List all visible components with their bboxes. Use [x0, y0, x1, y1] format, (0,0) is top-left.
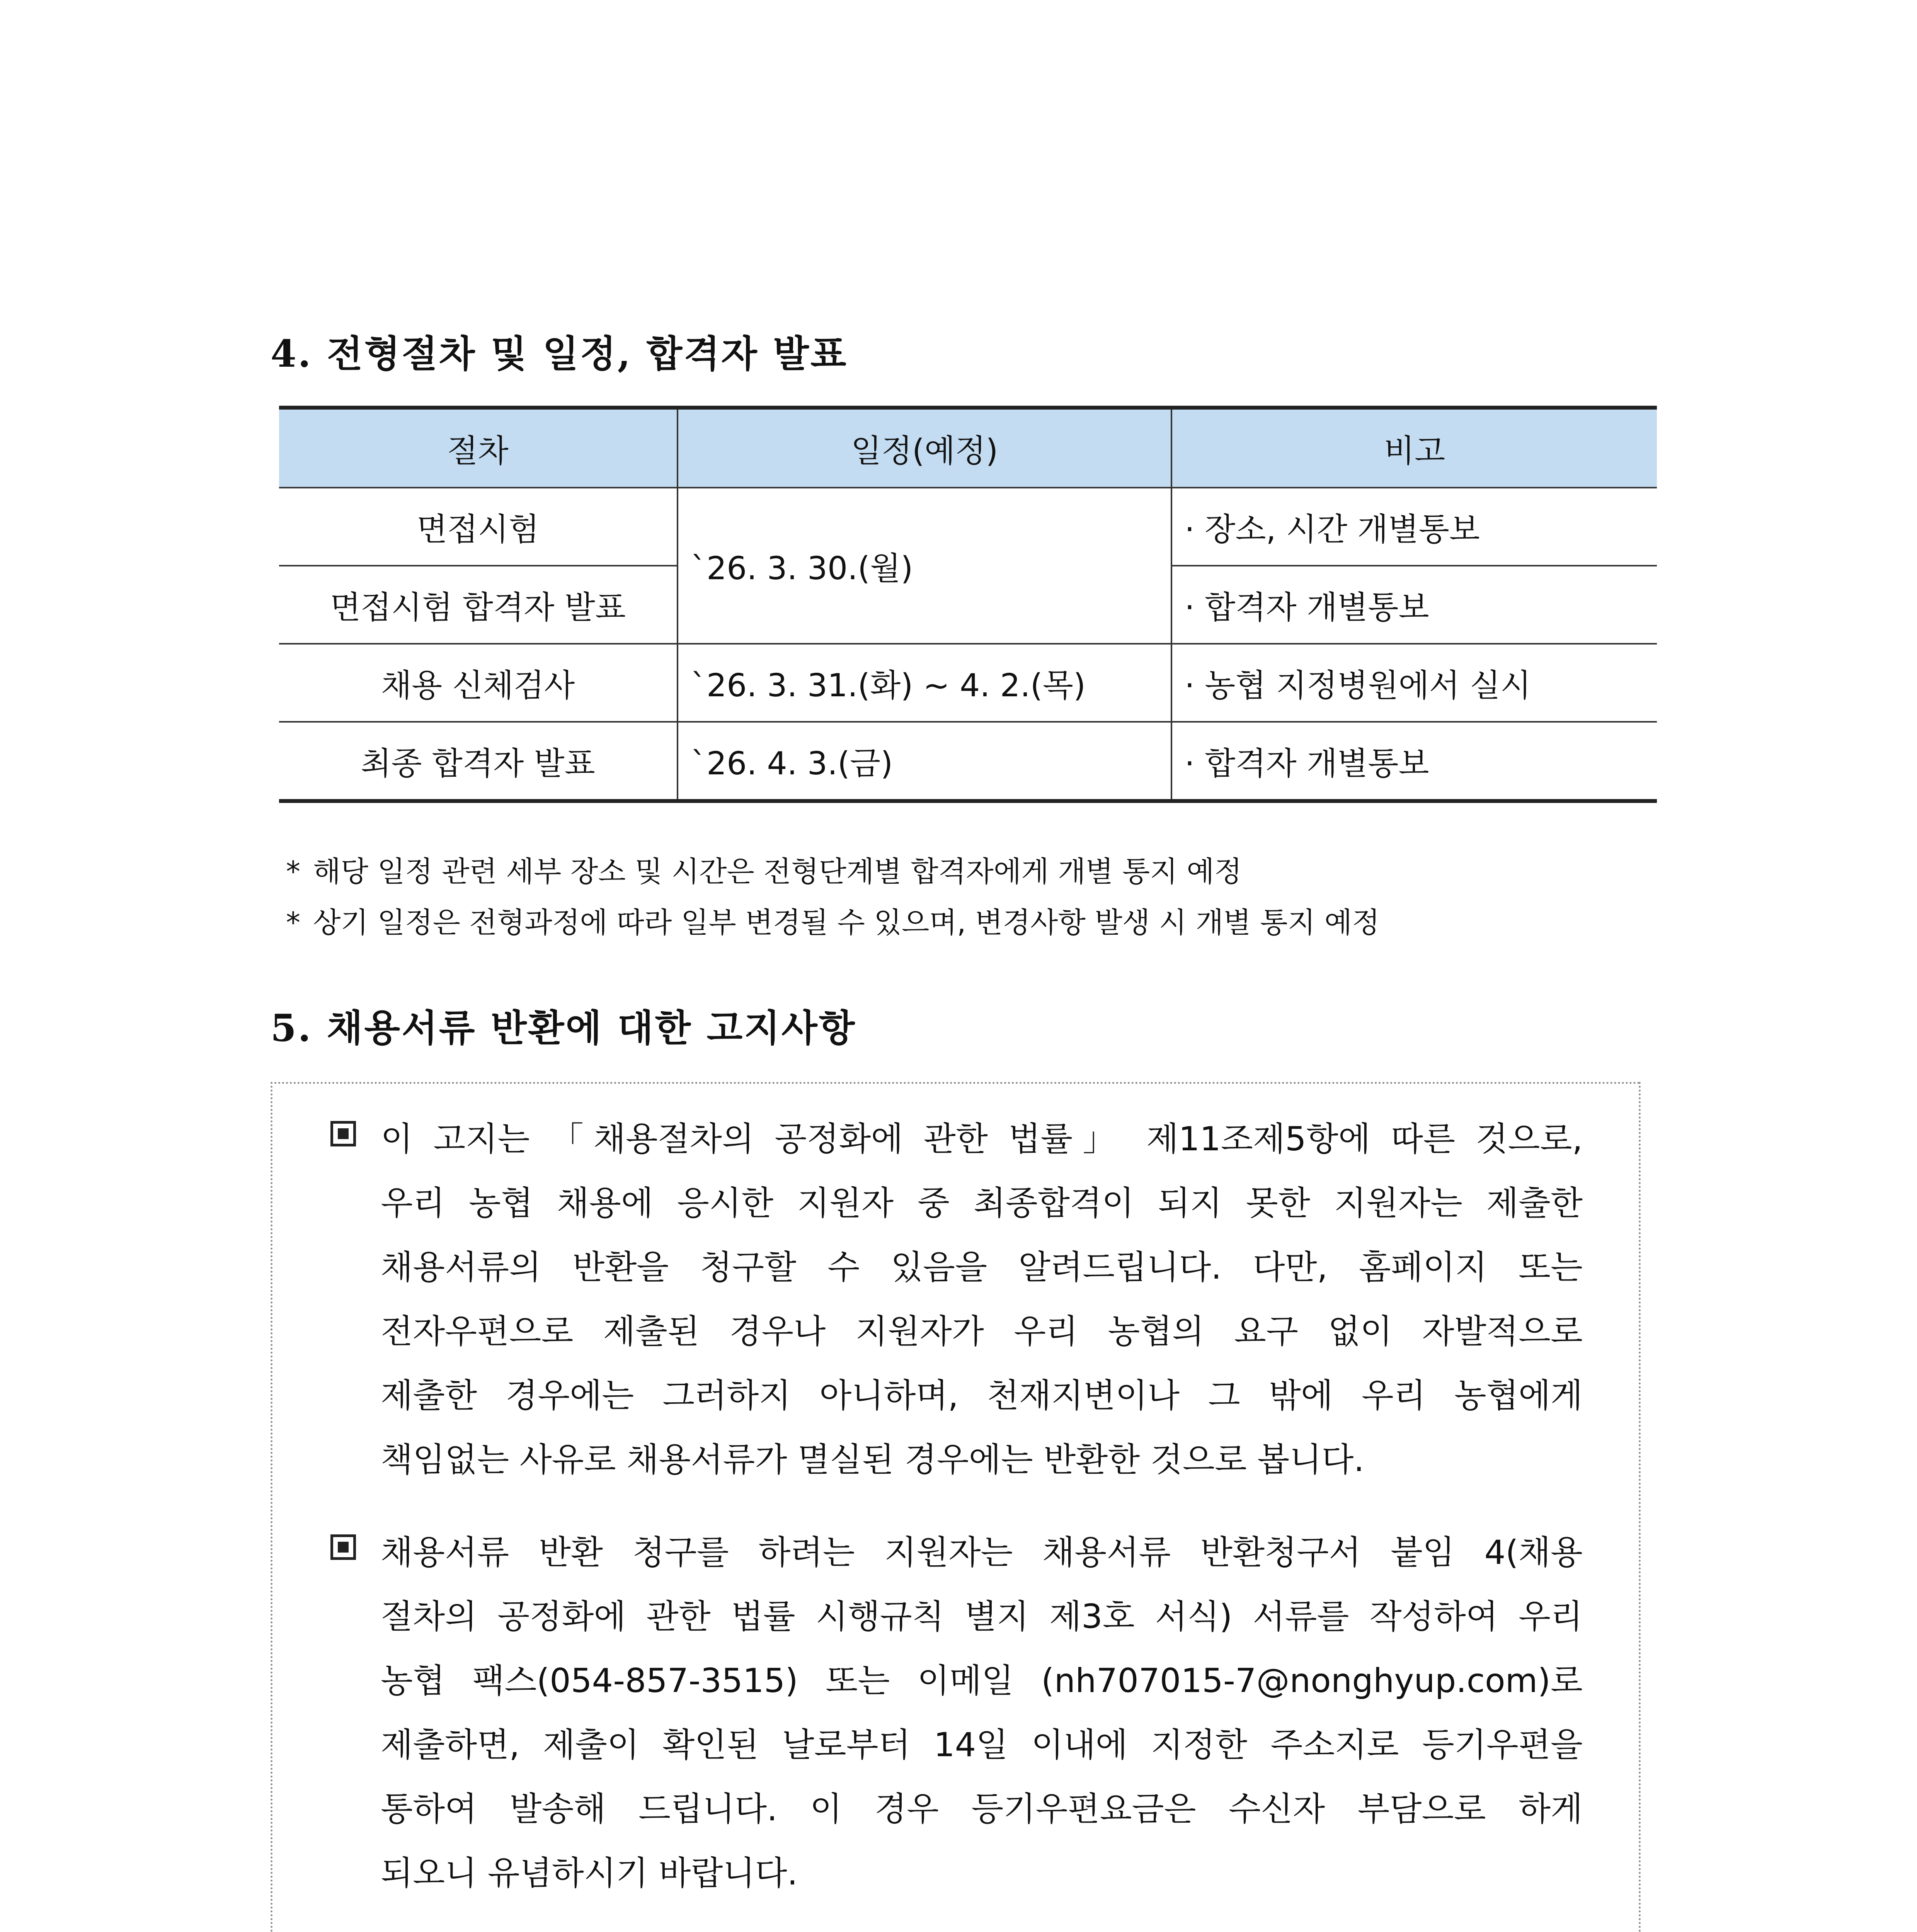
- square-bullet-icon: [330, 1121, 356, 1146]
- note-text: 상기 일정은 전형과정에 따라 일부 변경될 수 있으며, 변경사항 발생 시 개별 통지 예정: [313, 906, 1380, 939]
- paragraph-line: 전자우편으로 제출된 경우나 지원자가 우리 농협의 요구 없이 자발적으로: [381, 1312, 1583, 1351]
- table-header-row: [279, 408, 1657, 488]
- date-cell: `26. 3. 31.(화) ~ 4. 2.(목): [678, 644, 1171, 722]
- note-line: [286, 846, 1380, 897]
- notice-paragraph: [330, 1520, 1583, 1905]
- paragraph-line: 되오니 유념하시기 바랍니다.: [381, 1854, 798, 1893]
- paragraph-line: 채용서류 반환 청구를 하려는 지원자는 채용서류 반환청구서 붙임 4(채용: [381, 1533, 1583, 1572]
- table-row: [279, 644, 1657, 722]
- date-cell: `26. 4. 3.(금): [678, 722, 1171, 801]
- note-line: [286, 897, 1380, 948]
- header-remarks: 비고: [1171, 408, 1657, 488]
- schedule-table: [279, 406, 1657, 803]
- note-cell: · 합격자 개별통보: [1171, 722, 1657, 801]
- paragraph-line: 통하여 발송해 드립니다. 이 경우 등기우편요금은 수신자 부담으로 하게: [381, 1790, 1583, 1828]
- note-text: 해당 일정 관련 세부 장소 및 시간은 전형단계별 합격자에게 개별 통지 예정: [313, 855, 1242, 888]
- header-procedure: 절차: [279, 408, 678, 488]
- table-row: [279, 488, 1657, 566]
- note-cell: · 농협 지정병원에서 실시: [1171, 644, 1657, 722]
- paragraph-line: 이 고지는 「채용절차의 공정화에 관한 법률」 제11조제5항에 따른 것으로,: [381, 1120, 1583, 1158]
- section-4-title: 4. 전형절차 및 일정, 합격자 발표: [271, 332, 848, 376]
- paragraph-line: 책임없는 사유로 채용서류가 멸실된 경우에는 반환한 것으로 봅니다.: [381, 1440, 1364, 1479]
- paragraph-line: 채용서류의 반환을 청구할 수 있음을 알려드립니다. 다만, 홈페이지 또는: [381, 1248, 1583, 1287]
- notice-box: [271, 1082, 1641, 1932]
- asterisk-marker: *: [286, 855, 300, 888]
- paragraph-line: 농협 팩스(054-857-3515) 또는 이메일 (nh707015-7@nonghyup.com)로: [381, 1662, 1583, 1700]
- paragraph-line: 우리 농협 채용에 응시한 지원자 중 최종합격이 되지 못한 지원자는 제출한: [381, 1184, 1583, 1223]
- procedure-cell: 최종 합격자 발표: [279, 722, 678, 801]
- schedule-notes: [286, 846, 1380, 948]
- merged-date-cell: `26. 3. 30.(월): [678, 488, 1171, 644]
- header-schedule: 일정(예정): [678, 408, 1171, 488]
- table-row: [279, 722, 1657, 801]
- procedure-cell: 면접시험: [279, 488, 678, 566]
- notice-paragraph: [330, 1107, 1583, 1492]
- square-bullet-icon: [330, 1534, 356, 1560]
- asterisk-marker: *: [286, 906, 300, 939]
- paragraph-line: 제출한 경우에는 그러하지 아니하며, 천재지변이나 그 밖에 우리 농협에게: [381, 1376, 1583, 1415]
- paragraph-line: 제출하면, 제출이 확인된 날로부터 14일 이내에 지정한 주소지로 등기우편을: [381, 1726, 1583, 1764]
- section-5-title: 5. 채용서류 반환에 대한 고지사항: [271, 1006, 856, 1050]
- paragraph-line: 절차의 공정화에 관한 법률 시행규칙 별지 제3호 서식) 서류를 작성하여 우리: [381, 1597, 1583, 1636]
- procedure-cell: 채용 신체검사: [279, 644, 678, 722]
- procedure-cell: 면접시험 합격자 발표: [279, 566, 678, 644]
- note-cell: · 합격자 개별통보: [1171, 566, 1657, 644]
- note-cell: · 장소, 시간 개별통보: [1171, 488, 1657, 566]
